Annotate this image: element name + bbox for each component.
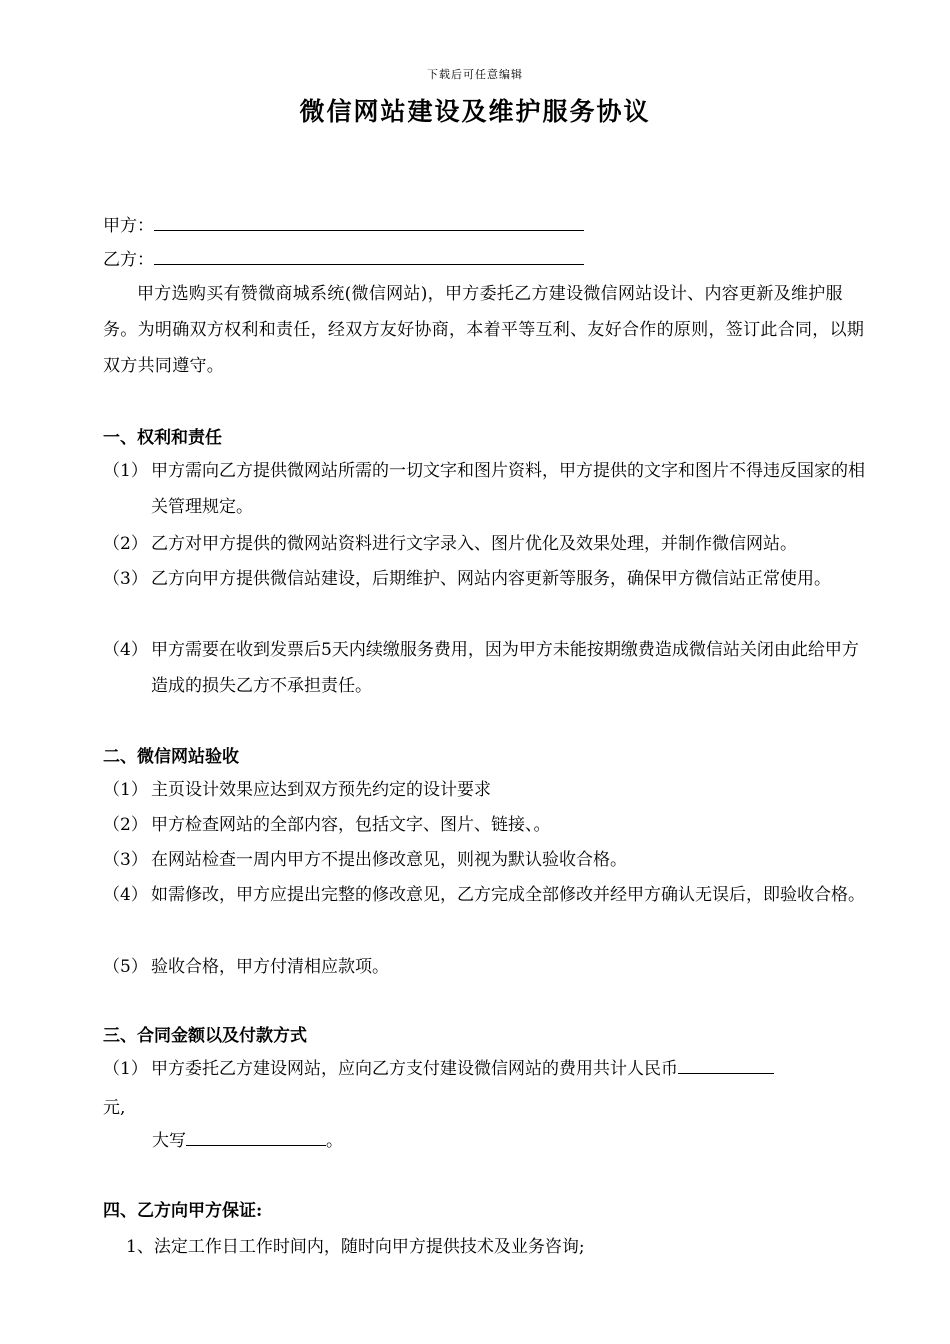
clause-item <box>103 877 865 913</box>
clause-text: 在网站检查一周内甲方不提出修改意见，则视为默认验收合格。 <box>151 850 627 870</box>
intro-paragraph: 甲方选购买有赞微商城系统(微信网站)，甲方委托乙方建设微信网站设计、内容更新及维护服务。为明确双方权利和责任，经双方友好协商，本着平等互利、友好合作的原则，签订此合同，以期双方共同遵守。 <box>103 284 865 376</box>
clause-text: 法定工作日工作时间内，随时向甲方提供技术及业务咨询; <box>153 1237 585 1257</box>
party-b-label: 乙方： <box>103 250 154 270</box>
clause-item <box>103 807 865 843</box>
section-heading: 二、微信网站验收 <box>103 747 239 767</box>
clause-text: 主页设计效果应达到双方预先约定的设计要求 <box>151 780 491 800</box>
party-b-blank[interactable] <box>154 250 584 265</box>
clause-item <box>103 842 865 878</box>
party-a-blank[interactable] <box>154 216 584 231</box>
daxie-end: 。 <box>326 1131 343 1151</box>
party-b-line <box>103 250 584 270</box>
clause-text: 如需修改，甲方应提出完整的修改意见，乙方完成全部修改并经甲方确认无误后，即验收合格。 <box>151 885 865 905</box>
amount-blank[interactable] <box>678 1059 774 1074</box>
daxie-line <box>152 1131 343 1151</box>
daxie-label: 大写 <box>152 1131 186 1151</box>
clause-number: 1、 <box>126 1237 154 1257</box>
document-title: 微信网站建设及维护服务协议 <box>299 97 651 126</box>
clause-number: （1） <box>103 780 148 800</box>
clause-text: 甲方需要在收到发票后5天内续缴服务费用，因为甲方未能按期缴费造成微信站关闭由此给甲方造成的损失乙方不承担责任。 <box>151 640 859 696</box>
clause-text: 甲方委托乙方建设网站，应向乙方支付建设微信网站的费用共计人民币 <box>151 1059 678 1079</box>
clause-number: （2） <box>103 534 148 554</box>
clause-text: 甲方检查网站的全部内容，包括文字、图片、链接、。 <box>151 815 551 835</box>
clause-item <box>103 526 865 562</box>
clause-item <box>103 561 865 597</box>
daxie-blank[interactable] <box>186 1131 326 1146</box>
clause-item <box>103 453 865 525</box>
clause-item <box>103 632 865 704</box>
clause-number: （3） <box>103 850 148 870</box>
clause-number: （3） <box>103 569 148 589</box>
party-a-label: 甲方： <box>103 216 154 236</box>
party-a-line <box>103 216 584 236</box>
clause-text: 乙方向甲方提供微信站建设，后期维护、网站内容更新等服务，确保甲方微信站正常使用。 <box>151 569 831 589</box>
clause-text: 乙方对甲方提供的微网站资料进行文字录入、图片优化及效果处理，并制作微信网站。 <box>151 534 797 554</box>
section-heading: 四、乙方向甲方保证: <box>103 1201 263 1221</box>
clause-text-wrap <box>151 1051 865 1087</box>
clause-item <box>103 772 865 808</box>
section-heading: 三、合同金额以及付款方式 <box>103 1026 307 1046</box>
clause-text: 验收合格，甲方付清相应款项。 <box>151 957 389 977</box>
clause-number: （1） <box>103 461 148 481</box>
clause-number: （2） <box>103 815 148 835</box>
clause-number: （5） <box>103 957 148 977</box>
yuan-text: 元, <box>103 1098 126 1118</box>
header-note: 下载后可任意编辑 <box>427 68 523 81</box>
clause-number: （1） <box>103 1059 148 1079</box>
guarantee-item <box>126 1237 585 1257</box>
clause-text: 甲方需向乙方提供微网站所需的一切文字和图片资料，甲方提供的文字和图片不得违反国家的相关管理规定。 <box>151 461 865 517</box>
clause-number: （4） <box>103 640 148 660</box>
clause-item <box>103 1051 865 1087</box>
clause-number: （4） <box>103 885 148 905</box>
section-heading: 一、权利和责任 <box>103 428 222 448</box>
clause-item <box>103 949 865 985</box>
